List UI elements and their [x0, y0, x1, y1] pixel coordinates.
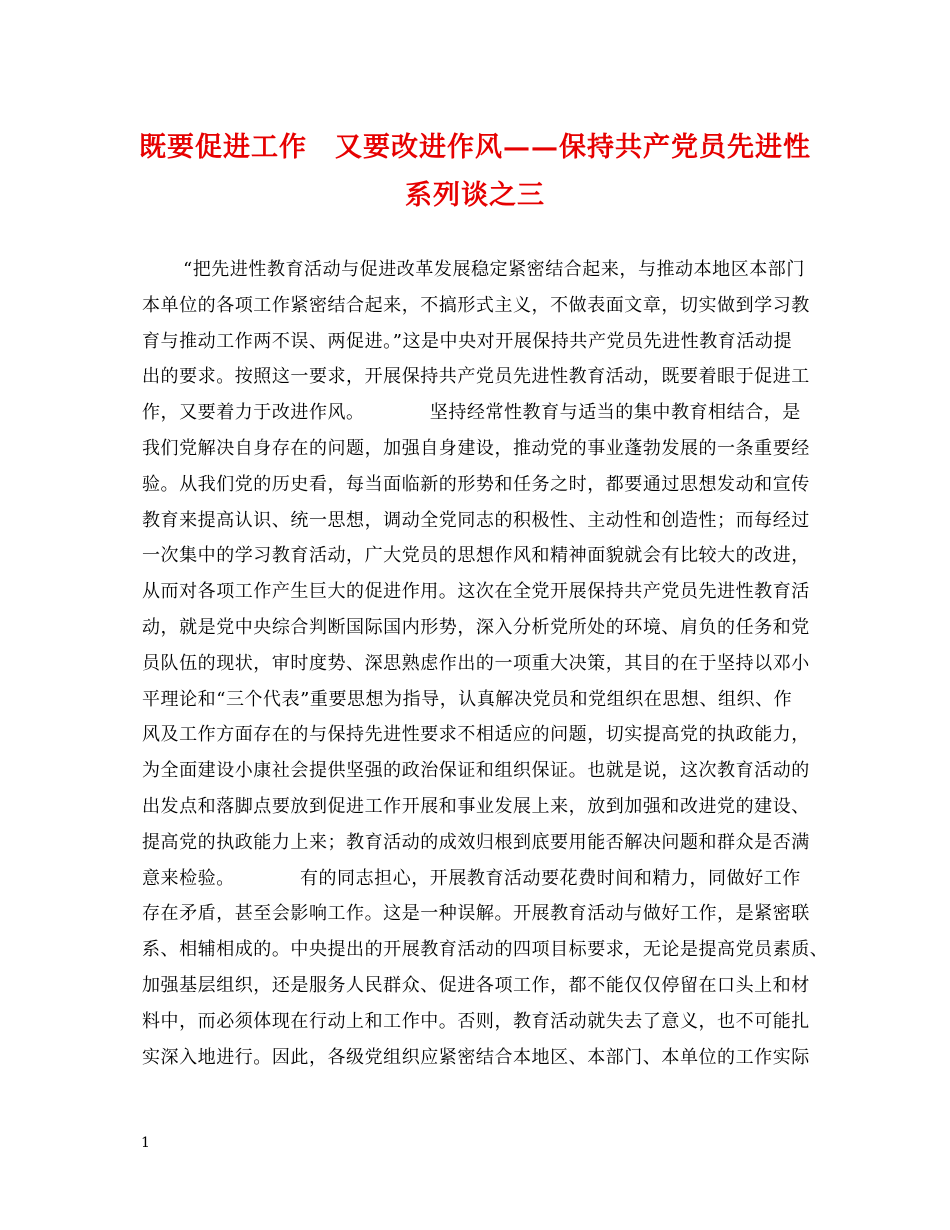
body-text-line: 为全面建设小康社会提供坚强的政治保证和组织保证。也就是说，这次教育活动的 — [142, 760, 810, 782]
page-number: 1 — [141, 1135, 150, 1151]
body-text-line: 动，就是党中央综合判断国际国内形势，深入分析党所处的环境、肩负的任务和党 — [142, 616, 810, 638]
body-text-line: 教育来提高认识、统一思想，调动全党同志的积极性、主动性和创造性；而每经过 — [142, 509, 810, 531]
body-text-line: “把先进性教育活动与促进改革发展稳定紧密结合起来，与推动本地区本部门 — [183, 259, 805, 280]
document-title-line: 既要促进工作 又要改进作风——保持共产党员先进性 — [139, 132, 811, 163]
body-text-line: 作，又要着力于改进作风。 坚持经常性教育与适当的集中教育相结合，是 — [142, 402, 801, 424]
body-text-line: 系、相辅相成的。中央提出的开展教育活动的四项目标要求，无论是提高党员素质、 — [142, 939, 829, 961]
body-text-line: 实深入地进行。因此，各级党组织应紧密结合本地区、本部门、本单位的工作实际 — [142, 1046, 810, 1068]
body-text-line: 存在矛盾，甚至会影响工作。这是一种误解。开展教育活动与做好工作，是紧密联 — [142, 903, 810, 925]
document-body — [142, 252, 832, 1075]
document-title — [0, 124, 950, 220]
body-text-line: 本单位的各项工作紧密结合起来，不搞形式主义，不做表面文章，切实做到学习教 — [142, 294, 810, 316]
body-text-line: 料中，而必须体现在行动上和工作中。否则，教育活动就失去了意义，也不可能扎 — [142, 1010, 810, 1032]
body-text-line: 出发点和落脚点要放到促进工作开展和事业发展上来，放到加强和改进党的建设、 — [142, 795, 810, 817]
document-subtitle-line: 系列谈之三 — [405, 180, 545, 211]
body-text-line: 员队伍的现状，审时度势、深思熟虑作出的一项重大决策，其目的在于坚持以邓小 — [142, 652, 810, 674]
body-text-line: 育与推动工作两不误、两促进。”这是中央对开展保持共产党员先进性教育活动提 — [142, 330, 792, 352]
body-text-line: 我们党解决自身存在的问题，加强自身建设，推动党的事业蓬勃发展的一条重要经 — [142, 437, 810, 459]
body-text-line: 出的要求。按照这一要求，开展保持共产党员先进性教育活动，既要着眼于促进工 — [142, 366, 810, 388]
body-text-line: 意来检验。 有的同志担心，开展教育活动要花费时间和精力，同做好工作 — [142, 867, 801, 889]
body-text-line: 提高党的执政能力上来；教育活动的成效归根到底要用能否解决问题和群众是否满 — [142, 831, 810, 853]
body-text-line: 一次集中的学习教育活动，广大党员的思想作风和精神面貌就会有比较大的改进， — [142, 545, 810, 567]
body-text-line: 验。从我们党的历史看，每当面临新的形势和任务之时，都要通过思想发动和宣传 — [142, 473, 810, 495]
body-text-line: 平理论和“三个代表”重要思想为指导，认真解决党员和党组织在思想、组织、作 — [142, 688, 793, 710]
body-text-line: 风及工作方面存在的与保持先进性要求不相适应的问题，切实提高党的执政能力， — [142, 724, 810, 746]
body-text-line: 从而对各项工作产生巨大的促进作用。这次在全党开展保持共产党员先进性教育活 — [142, 581, 810, 603]
body-text-line: 加强基层组织，还是服务人民群众、促进各项工作，都不能仅仅停留在口头上和材 — [142, 974, 810, 996]
